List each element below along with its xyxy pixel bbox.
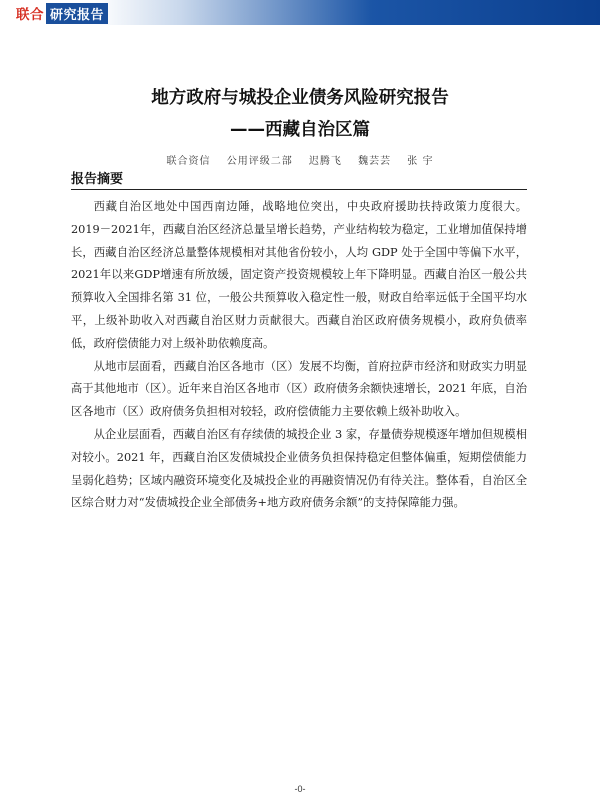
- author-name: 魏芸芸: [358, 156, 392, 167]
- brand-secondary: 研究报告: [46, 3, 108, 24]
- author-org: 联合资信: [166, 156, 211, 167]
- paragraph: 西藏自治区地处中国西南边陲，战略地位突出，中央政府援助扶持政策力度很大。2019－2021年，西藏自治区经济总量呈增长趋势，产业结构较为稳定，工业增加值保持增长，西藏自治区经济总量整体规模相对其他省份较小，人均 GDP 处于全国中等偏下水平，2021年以来GDP增速有所放缓，固定资产投资规模较上年下降明显。西藏自治区一般公共预算收入全国排名第 31 位，一般公共预算收入稳定性一般，财政自给率远低于全国平均水平，上级补助收入对西藏自治区财力贡献很大。西藏自治区政府债务规模小，政府负债率低，政府偿债能力对上级补助依赖度高。: [71, 200, 527, 350]
- document-title: 地方政府与城投企业债务风险研究报告: [151, 88, 449, 108]
- section-title: 报告摘要: [71, 172, 124, 187]
- paragraph: 从地市层面看，西藏自治区各地市（区）发展不均衡，首府拉萨市经济和财政实力明显高于其他地市（区）。近年来自治区各地市（区）政府债务余额快速增长，2021 年底，自治区各地市（区）政府债务负担相对较轻，政府偿债能力主要依赖上级补助收入。: [71, 359, 527, 419]
- document-subtitle: ——西藏自治区篇: [230, 120, 370, 140]
- page-number: -0-: [294, 784, 306, 794]
- section-header: [71, 168, 527, 190]
- author-line: [0, 152, 600, 167]
- paragraph: 从企业层面看，西藏自治区有存续债的城投企业 3 家，存量债券规模逐年增加但规模相对较小。2021 年，西藏自治区发债城投企业债务负担保持稳定但整体偏重，短期偿债能力呈弱化趋势；区域内融资环境变化及城投企业的再融资情况仍有待关注。整体看，自治区全区综合财力对“发债城投企业全部债务+地方政府债务余额”的支持保障能力强。: [71, 427, 527, 510]
- author-dept: 公用评级二部: [226, 156, 293, 167]
- brand-primary: 联合: [16, 7, 44, 23]
- brand-logo: [16, 4, 108, 22]
- summary-body: [71, 196, 527, 515]
- author-name: 张 宇: [407, 156, 434, 167]
- author-name: 迟腾飞: [308, 156, 342, 167]
